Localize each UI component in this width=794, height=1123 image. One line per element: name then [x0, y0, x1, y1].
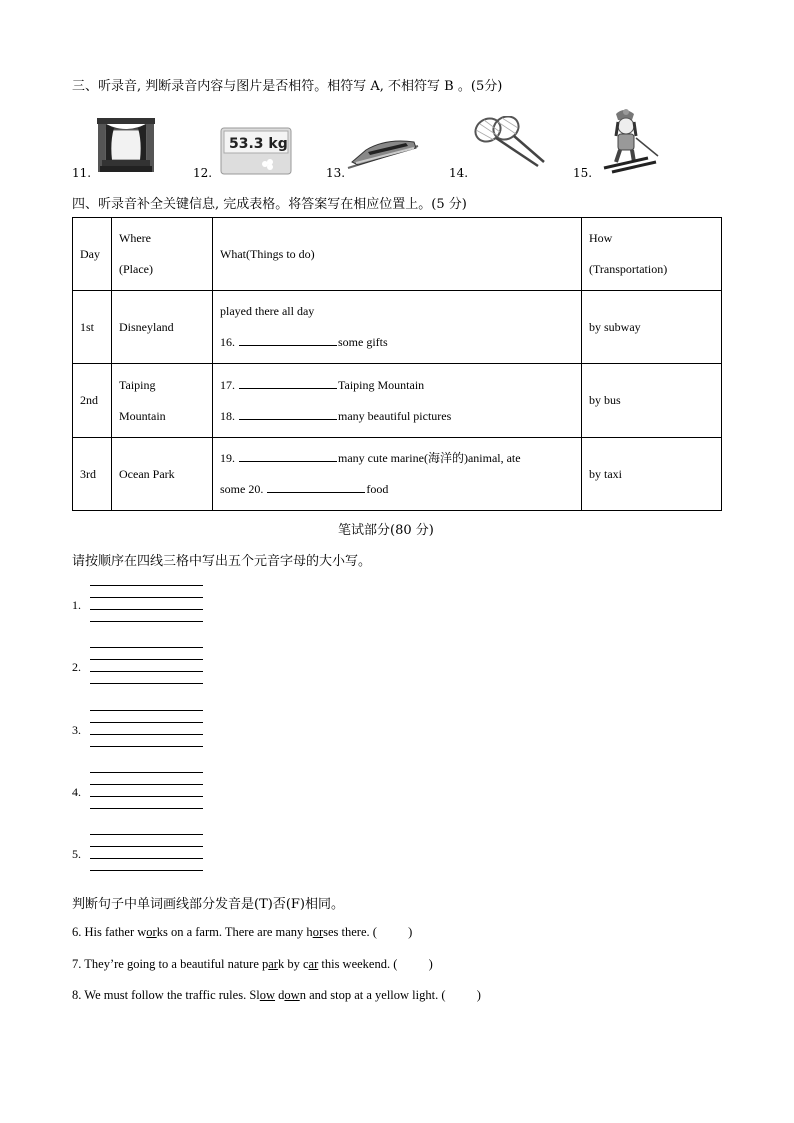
item-13-number: 13.: [326, 166, 346, 180]
question-6: 6. His father works on a farm. There are many horses there. ( ): [72, 925, 413, 939]
answer-parentheses[interactable]: ( ): [372, 925, 413, 939]
section-4-title: 四、听录音补全关键信息, 完成表格。将答案写在相应位置上。(5 分): [72, 197, 467, 212]
vowel-item-number: 1.: [72, 598, 81, 612]
header-day: Day: [73, 218, 112, 291]
row-what: played there all day 16. some gifts: [213, 291, 582, 364]
answer-parentheses[interactable]: ( ): [393, 957, 433, 971]
header-where: Where (Place): [112, 218, 213, 291]
row-day: 3rd: [73, 438, 112, 511]
written-part-title: 笔试部分(80 分): [338, 523, 434, 538]
question-8: 8. We must follow the traffic rules. Slow down and stop at a yellow light. ( ): [72, 988, 481, 1002]
row-what: 19. many cute marine(海洋的)animal, ate some 20. food: [213, 438, 582, 511]
question-7: 7. They’re going to a beautiful nature park by car this weekend. ( ): [72, 957, 433, 971]
row-day: 1st: [73, 291, 112, 364]
answer-blank-18[interactable]: [239, 407, 337, 420]
row-place: Disneyland: [112, 291, 213, 364]
vowel-item-number: 4.: [72, 785, 81, 799]
four-line-grid[interactable]: [90, 647, 203, 695]
four-line-grid[interactable]: [90, 710, 203, 758]
row-place: Ocean Park: [112, 438, 213, 511]
answer-blank-20[interactable]: [267, 480, 365, 493]
answer-blank-19[interactable]: [239, 449, 337, 462]
judge-instruction: 判断句子中单词画线部分发音是(T)否(F)相同。: [72, 897, 344, 912]
skiing-girl-icon: [602, 108, 660, 174]
answer-blank-16[interactable]: [239, 333, 337, 346]
section-3-title: 三、听录音, 判断录音内容与图片是否相符。相符写 A, 不相符写 B 。(5分): [72, 79, 503, 94]
four-line-grid[interactable]: [90, 585, 203, 633]
vowels-instruction: 请按顺序在四线三格中写出五个元音字母的大小写。: [72, 554, 372, 569]
train-icon: [346, 132, 420, 170]
weighing-scale-icon: [220, 127, 292, 175]
row-what: 17. Taiping Mountain 18. many beautiful pictures: [213, 364, 582, 438]
stage-curtain-icon: [96, 116, 156, 174]
travel-plan-table: [72, 217, 722, 511]
scale-display: 53.3 kg: [229, 136, 288, 152]
row-place: Taiping Mountain: [112, 364, 213, 438]
item-11-number: 11.: [72, 166, 92, 180]
answer-parentheses[interactable]: ( ): [441, 988, 481, 1002]
four-line-grid[interactable]: [90, 772, 203, 820]
table-header-row: [73, 218, 722, 291]
four-line-grid[interactable]: [90, 834, 203, 882]
table-row: [73, 291, 722, 364]
vowel-item-number: 2.: [72, 660, 81, 674]
header-how: How (Transportation): [582, 218, 722, 291]
row-how: by subway: [582, 291, 722, 364]
row-how: by taxi: [582, 438, 722, 511]
table-row: [73, 438, 722, 511]
item-12-number: 12.: [193, 166, 213, 180]
header-what: What(Things to do): [213, 218, 582, 291]
item-15-number: 15.: [573, 166, 593, 180]
vowel-item-number: 5.: [72, 847, 81, 861]
vowel-item-number: 3.: [72, 723, 81, 737]
table-row: [73, 364, 722, 438]
item-14-number: 14.: [449, 166, 469, 180]
row-day: 2nd: [73, 364, 112, 438]
answer-blank-17[interactable]: [239, 376, 337, 389]
badminton-rackets-icon: [472, 116, 548, 172]
row-how: by bus: [582, 364, 722, 438]
